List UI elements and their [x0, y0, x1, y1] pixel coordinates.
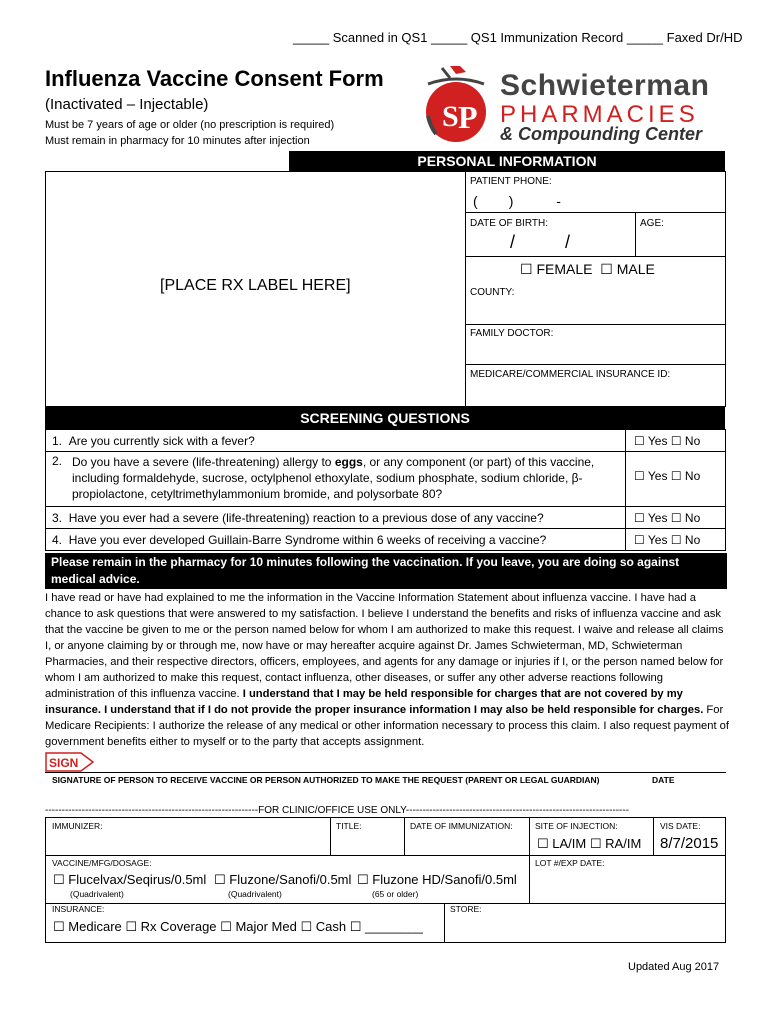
- gender-options: [520, 261, 655, 278]
- q4-no-checkbox[interactable]: ☐: [670, 533, 682, 547]
- question-4: 4. Have you ever developed Guillain-Barre Syndrome within 6 weeks of receiving a vaccine?: [52, 533, 547, 547]
- q2-no-checkbox[interactable]: ☐: [670, 469, 682, 483]
- store-label: STORE:: [450, 904, 482, 914]
- question-2-num: 2.: [52, 454, 63, 468]
- svg-text:S: S: [442, 100, 459, 133]
- vis-date-value: 8/7/2015: [660, 835, 719, 852]
- county-label: COUNTY:: [470, 287, 515, 298]
- vaccine-option-2[interactable]: ☐ Fluzone/Sanofi/0.5ml: [214, 872, 352, 887]
- lot-label: LOT #/EXP DATE:: [535, 858, 605, 868]
- insurance-id-label: MEDICARE/COMMERCIAL INSURANCE ID:: [470, 369, 671, 380]
- q2-yes-no: ☐ Yes ☐ No: [634, 469, 701, 483]
- la-im-checkbox[interactable]: ☐: [537, 836, 549, 851]
- sign-arrow-icon: [45, 752, 95, 772]
- ra-im-checkbox[interactable]: ☐: [589, 836, 602, 851]
- q1-yes-checkbox[interactable]: ☐: [634, 434, 645, 448]
- female-checkbox[interactable]: ☐: [520, 261, 533, 277]
- dob-label: DATE OF BIRTH:: [470, 218, 548, 229]
- q3-yes-no: ☐ Yes ☐ No: [634, 511, 701, 525]
- insurance-cash[interactable]: ☐ Cash: [300, 919, 347, 934]
- q3-no-checkbox[interactable]: ☐: [670, 511, 682, 525]
- age-label: AGE:: [640, 218, 664, 229]
- signature-caption: SIGNATURE OF PERSON TO RECEIVE VACCINE OR PERSON AUTHORIZED TO MAKE THE REQUEST (PARENT OR LEGAL GUARDIAN): [52, 775, 600, 785]
- stay-warning: Please remain in the pharmacy for 10 minutes following the vaccination. If you leave, you are doing so against medical advice.: [45, 553, 727, 589]
- question-3: 3. Have you ever had a severe (life-threatening) reaction to a previous dose of any vaccine?: [52, 511, 544, 525]
- personal-info-heading: PERSONAL INFORMATION: [289, 151, 725, 171]
- insurance-medicare[interactable]: ☐ Medicare: [53, 919, 122, 934]
- title-label: TITLE:: [336, 821, 362, 831]
- q3-yes-checkbox[interactable]: ☐: [634, 511, 645, 525]
- male-checkbox[interactable]: ☐: [600, 261, 613, 277]
- vaccine-option-1[interactable]: ☐ Flucelvax/Seqirus/0.5ml: [53, 872, 207, 887]
- vaccine-option-3[interactable]: ☐ Fluzone HD/Sanofi/0.5ml: [357, 872, 517, 887]
- form-title: Influenza Vaccine Consent Form: [45, 66, 384, 91]
- insurance-options: [53, 919, 423, 935]
- dob-field[interactable]: / /: [510, 232, 571, 252]
- q4-yes-checkbox[interactable]: ☐: [634, 533, 645, 547]
- site-options: ☐ LA/IM ☐ RA/IM: [537, 836, 642, 851]
- female-label: FEMALE: [536, 261, 593, 277]
- q1-no-checkbox[interactable]: ☐: [670, 434, 682, 448]
- date-of-immunization-label: DATE OF IMMUNIZATION:: [410, 821, 513, 831]
- wait-note: Must remain in pharmacy for 10 minutes after injection: [45, 135, 310, 147]
- phone-field[interactable]: ( ) -: [473, 193, 561, 209]
- q4-yes-no: ☐ Yes ☐ No: [634, 533, 701, 547]
- insurance-label: INSURANCE:: [52, 904, 105, 914]
- site-of-injection-label: SITE OF INJECTION:: [535, 821, 618, 831]
- screening-heading: SCREENING QUESTIONS: [45, 407, 725, 429]
- sp-monogram-mortar-icon: [420, 56, 492, 148]
- vaccine-sub-3: (65 or older): [372, 889, 419, 899]
- q2-yes-checkbox[interactable]: ☐: [634, 469, 645, 483]
- question-1: 1. Are you currently sick with a fever?: [52, 434, 255, 448]
- vaccine-label: VACCINE/MFG/DOSAGE:: [52, 858, 152, 868]
- consent-text: I have read or have had explained to me the information in the Vaccine Information Statement about influenza vaccine. I have had a chance to ask questions that were answered to my satisfaction. I believe I understand the benefits and risks of influenza vaccine and ask that the vaccine be given to me or the person named below for whom I am authorized to make this request. I waive and release all claims I, or anyone claiming by or through me, now have or may hereafter acquire against Dr. James Schwieterman, MD, Schwieterman Pharmacies, and their respective directors, officers, employees, and agents for any damage or injuries if I, or the person named below for whom I am authorized to make this request, contact influenza, other diseases, or suffer any other adverse reactions following administration of this influenza vaccine. I understand that I may be held responsible for charges that are not covered by my insurance. I understand that if I do not provide the proper insurance information I may also be held responsible for charges. For Medicare Recipients: I authorize the release of any medical or other information necessary to process this claim. I also request payment of government benefits either to myself or to the party that accepts assignment.: [45, 592, 730, 748]
- rx-label-placeholder: [PLACE RX LABEL HERE]: [160, 277, 351, 294]
- age-note: Must be 7 years of age or older (no prescription is required): [45, 119, 335, 131]
- form-subtitle: (Inactivated – Injectable): [45, 96, 209, 113]
- signature-line[interactable]: [45, 772, 726, 773]
- q1-yes-no: ☐ Yes ☐ No: [634, 434, 701, 448]
- tracking-line: _____ Scanned in QS1 _____ QS1 Immunization Record _____ Faxed Dr/HD: [293, 30, 743, 45]
- vaccine-sub-1: (Quadrivalent): [70, 889, 124, 899]
- vaccine-sub-2: (Quadrivalent): [228, 889, 282, 899]
- insurance-rx-coverage[interactable]: ☐ Rx Coverage: [125, 919, 217, 934]
- updated-date: Updated Aug 2017: [628, 961, 720, 973]
- question-2: Do you have a severe (life-threatening) allergy to eggs, or any component (or part) of this vaccine, including formaldehyde, sucrose, octylphenol ethoxylate, sodium phosphate, sodium chloride, β-propiolactone, cetyltrimethylammonium bromide, and polysorbate 80?: [72, 455, 595, 501]
- logo-line3: & Compounding Center: [500, 124, 702, 144]
- logo-line1: Schwieterman: [500, 69, 710, 102]
- date-caption: DATE: [652, 775, 675, 785]
- immunizer-label: IMMUNIZER:: [52, 821, 103, 831]
- insurance-other[interactable]: ☐ ________: [349, 919, 423, 934]
- vis-date-label: VIS DATE:: [660, 821, 701, 831]
- male-label: MALE: [616, 261, 655, 277]
- svg-text:P: P: [458, 99, 478, 135]
- insurance-major-med[interactable]: ☐ Major Med: [220, 919, 297, 934]
- clinic-divider: ----------------------------------------------------------------FOR CLINIC/OFFICE USE ONLY-------------------------------------------------------------------: [45, 805, 630, 816]
- svg-text:SIGN: SIGN: [49, 756, 79, 770]
- logo-line2: PHARMACIES: [500, 101, 699, 128]
- family-doctor-label: FAMILY DOCTOR:: [470, 328, 554, 339]
- phone-label: PATIENT PHONE:: [470, 176, 552, 187]
